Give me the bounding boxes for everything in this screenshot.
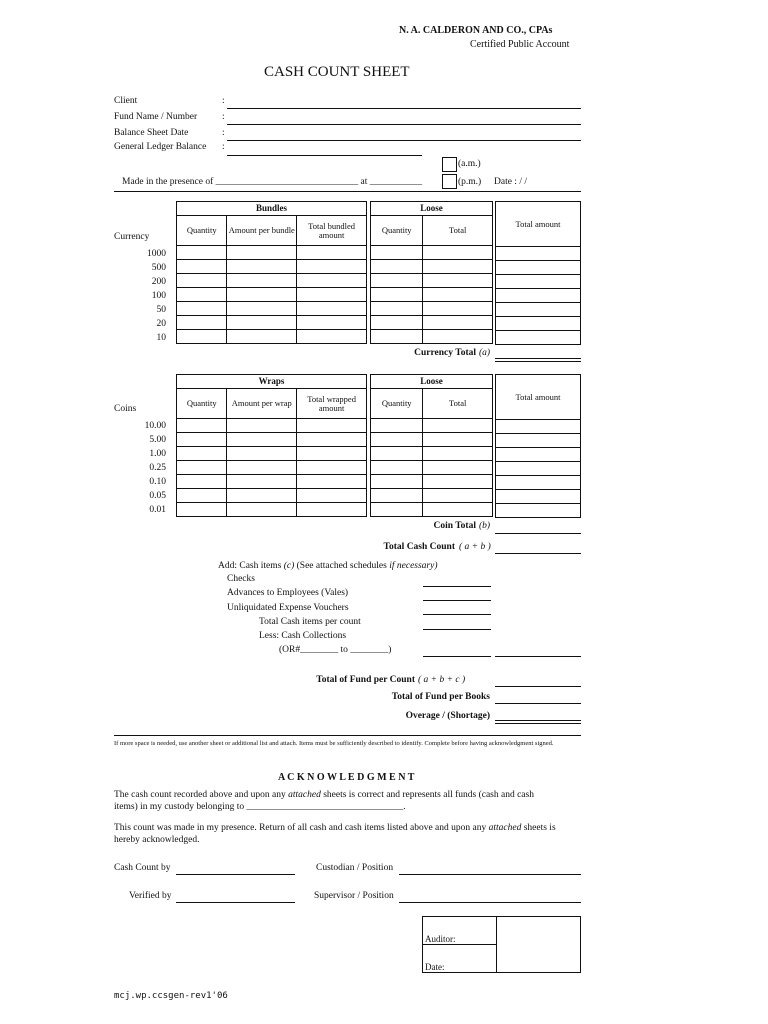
coin-total-cell[interactable] (496, 448, 581, 462)
denomination-label: 20 (156, 319, 166, 329)
auditor-box (422, 916, 581, 973)
currency-total-row (496, 247, 581, 261)
denomination-label: 5.00 (149, 435, 166, 445)
currency-bundle-cell[interactable] (177, 330, 227, 344)
denomination-label: 0.01 (149, 505, 166, 515)
coin-loose-group-header: Loose (371, 375, 493, 389)
firm-subtitle: Certified Public Account (470, 39, 570, 50)
fund-per-books-field[interactable] (495, 703, 581, 704)
col-loose-total: Total (423, 216, 493, 246)
col-total-wrapped: Total wrapped amount (297, 389, 367, 419)
denomination-label: 200 (151, 277, 166, 287)
currency-total-label: Currency Total (414, 348, 476, 358)
coin-wrap-cell[interactable] (177, 419, 227, 433)
coin-wrap-cell[interactable] (297, 475, 367, 489)
coin-wrap-row (177, 475, 367, 489)
verified-by-field[interactable] (176, 902, 295, 903)
currency-total-cell[interactable] (496, 331, 581, 345)
custodian-label: Custodian / Position (316, 863, 394, 873)
currency-loose-cell[interactable] (423, 274, 493, 288)
total-cash-items-label: Total Cash items per count (259, 617, 361, 627)
coin-loose-cell[interactable] (423, 447, 493, 461)
coins-total-table (495, 374, 581, 518)
ack-heading: A C K N O W L E D G M E N T (278, 772, 415, 783)
currency-bundle-cell[interactable] (177, 288, 227, 302)
coin-total-row (496, 420, 581, 434)
currency-bundle-cell[interactable] (227, 302, 297, 316)
coins-side-label: Coins (114, 404, 137, 414)
cash-count-by-label: Cash Count by (114, 863, 171, 873)
coin-wrap-cell[interactable] (297, 503, 367, 517)
currency-total-ref: (a) (479, 348, 491, 358)
col-loose-quantity: Quantity (371, 216, 423, 246)
currency-total-table (495, 201, 581, 345)
ack-p1-italic: attached (288, 790, 321, 800)
currency-loose-cell[interactable] (371, 316, 423, 330)
currency-total-row (496, 317, 581, 331)
coin-wrap-cell[interactable] (297, 489, 367, 503)
currency-loose-cell[interactable] (371, 274, 423, 288)
footnote-divider (114, 735, 581, 736)
total-cash-count-field[interactable] (495, 553, 581, 554)
currency-bundle-cell[interactable] (297, 330, 367, 344)
coin-wrap-cell[interactable] (227, 433, 297, 447)
coin-total-cell[interactable] (496, 504, 581, 518)
bs-date-field[interactable] (227, 140, 581, 141)
less-collections-label: Less: Cash Collections (259, 631, 347, 641)
add-cash-ref: (c) (283, 561, 295, 571)
date-field[interactable]: Date : / / (494, 177, 527, 187)
pm-label: (p.m.) (458, 177, 482, 187)
bs-date-colon: : (222, 128, 225, 138)
currency-bundle-cell[interactable] (227, 288, 297, 302)
coin-loose-row (371, 503, 493, 517)
currency-bundle-cell[interactable] (297, 260, 367, 274)
coin-loose-cell[interactable] (423, 475, 493, 489)
overage-label: Overage / (Shortage) (405, 711, 490, 721)
fund-per-books-label: Total of Fund per Books (391, 692, 490, 702)
coin-loose-cell[interactable] (423, 461, 493, 475)
coin-wrap-row (177, 461, 367, 475)
add-cash-label: Add: Cash items (218, 561, 282, 571)
currency-bundle-cell[interactable] (177, 302, 227, 316)
add-cash-note-italic: if necessary) (389, 561, 438, 571)
cash-items-total-field[interactable] (495, 656, 581, 657)
client-field[interactable] (227, 108, 581, 109)
coin-total-row (496, 504, 581, 518)
currency-bundle-row (177, 330, 367, 344)
coin-wrap-cell[interactable] (177, 433, 227, 447)
coins-loose-table (370, 374, 493, 517)
verified-by-label: Verified by (129, 891, 172, 901)
coin-total-row (496, 448, 581, 462)
ack-paragraph-1-line-1 (114, 790, 534, 800)
coin-wrap-cell[interactable] (177, 503, 227, 517)
bs-date-label: Balance Sheet Date (114, 128, 189, 138)
currency-loose-cell[interactable] (423, 316, 493, 330)
client-label: Client (114, 96, 138, 106)
col-coin-quantity: Quantity (177, 389, 227, 419)
denomination-label: 500 (151, 263, 166, 273)
denomination-label: 1.00 (149, 449, 166, 459)
custodian-field[interactable] (399, 874, 581, 875)
currency-total-row (496, 289, 581, 303)
currency-bundles-table (176, 201, 367, 344)
add-cash-items (218, 561, 438, 571)
currency-bundle-row (177, 274, 367, 288)
currency-total-cell[interactable] (496, 317, 581, 331)
supervisor-field[interactable] (399, 902, 581, 903)
coin-total-field[interactable] (495, 533, 581, 534)
denomination-label: 10.00 (144, 421, 166, 431)
coin-loose-cell[interactable] (423, 489, 493, 503)
ack-p2-c: hereby acknowledged. (114, 835, 200, 845)
coin-loose-row (371, 461, 493, 475)
currency-loose-cell[interactable] (371, 302, 423, 316)
firm-name: N. A. CALDERON AND CO., CPAs (399, 25, 553, 36)
coin-loose-row (371, 489, 493, 503)
currency-bundle-cell[interactable] (227, 246, 297, 260)
currency-loose-cell[interactable] (423, 288, 493, 302)
col-coin-total-amount: Total amount (496, 375, 581, 420)
coin-wrap-row (177, 447, 367, 461)
divider (114, 191, 581, 192)
coin-wrap-cell[interactable] (227, 447, 297, 461)
currency-total-cell[interactable] (496, 247, 581, 261)
advances-field[interactable] (423, 600, 491, 601)
ack-p2-b: sheets is (523, 823, 556, 833)
currency-side-label: Currency (114, 232, 150, 242)
coin-total-ref: (b) (479, 521, 491, 531)
ack-paragraph-2-line-1 (114, 823, 556, 833)
coin-loose-cell[interactable] (371, 461, 423, 475)
coin-wrap-cell[interactable] (177, 489, 227, 503)
coin-wrap-cell[interactable] (297, 433, 367, 447)
coin-total-row (496, 490, 581, 504)
currency-total-row (496, 331, 581, 345)
currency-loose-row (371, 302, 493, 316)
coin-total-cell[interactable] (496, 462, 581, 476)
coin-total-row (496, 434, 581, 448)
currency-bundle-cell[interactable] (177, 246, 227, 260)
currency-loose-cell[interactable] (371, 246, 423, 260)
supervisor-label: Supervisor / Position (314, 891, 394, 901)
currency-total-cell[interactable] (496, 275, 581, 289)
page-title: CASH COUNT SHEET (264, 64, 410, 80)
currency-loose-cell[interactable] (423, 246, 493, 260)
add-cash-note: (See attached schedules (296, 561, 387, 571)
currency-loose-cell[interactable] (371, 260, 423, 274)
currency-loose-row (371, 246, 493, 260)
coin-loose-row (371, 447, 493, 461)
total-cash-items-field[interactable] (423, 629, 491, 630)
auditor-label: Auditor: (423, 917, 497, 945)
currency-total-row (496, 275, 581, 289)
coin-wrap-cell[interactable] (227, 461, 297, 475)
unliquidated-label: Unliquidated Expense Vouchers (227, 603, 349, 613)
coin-wrap-row (177, 503, 367, 517)
fund-per-count-ref: ( a + b + c ) (418, 675, 466, 685)
collections-field[interactable] (423, 656, 491, 657)
coin-loose-cell[interactable] (423, 433, 493, 447)
denomination-label: 10 (156, 333, 166, 343)
currency-bundle-cell[interactable] (297, 288, 367, 302)
coin-wrap-cell[interactable] (227, 419, 297, 433)
presence-line[interactable]: Made in the presence of ______________________________ at ___________ (122, 177, 422, 187)
currency-bundle-row (177, 260, 367, 274)
currency-total-cell[interactable] (496, 303, 581, 317)
coin-total-row (496, 462, 581, 476)
unliquidated-field[interactable] (423, 614, 491, 615)
col-coin-loose-total: Total (423, 389, 493, 419)
client-colon: : (222, 96, 225, 106)
gl-balance-field[interactable] (227, 155, 422, 156)
coin-wrap-row (177, 419, 367, 433)
ack-p1-c: items) in my custody belonging to _________________________________. (114, 802, 406, 812)
coin-total-cell[interactable] (496, 420, 581, 434)
fund-per-count-label: Total of Fund per Count (316, 675, 415, 685)
fund-label: Fund Name / Number (114, 112, 198, 122)
coin-total-cell[interactable] (496, 490, 581, 504)
coin-wrap-cell[interactable] (297, 419, 367, 433)
form-code: mcj.wp.ccsgen-rev1'06 (114, 991, 228, 1001)
currency-loose-row (371, 330, 493, 344)
coin-wrap-cell[interactable] (177, 475, 227, 489)
currency-bundle-cell[interactable] (227, 274, 297, 288)
currency-loose-cell[interactable] (371, 288, 423, 302)
coin-wrap-cell[interactable] (177, 447, 227, 461)
coin-loose-cell[interactable] (371, 419, 423, 433)
coin-wrap-cell[interactable] (297, 447, 367, 461)
coin-wrap-cell[interactable] (227, 503, 297, 517)
denomination-label: 0.25 (149, 463, 166, 473)
denomination-label: 1000 (147, 249, 166, 259)
fund-per-count-field[interactable] (495, 686, 581, 687)
currency-loose-cell[interactable] (371, 330, 423, 344)
coin-loose-row (371, 433, 493, 447)
coin-loose-row (371, 419, 493, 433)
currency-loose-cell[interactable] (423, 260, 493, 274)
currency-total-row (496, 303, 581, 317)
advances-label: Advances to Employees (Vales) (227, 588, 349, 598)
col-total-bundled: Total bundled amount (297, 216, 367, 246)
coin-loose-row (371, 475, 493, 489)
ack-p2-italic: attached (488, 823, 522, 833)
overage-field[interactable] (495, 720, 581, 724)
coin-loose-cell[interactable] (371, 475, 423, 489)
orm-range[interactable]: (OR#________ to ________) (279, 645, 392, 655)
denomination-label: 0.10 (149, 477, 166, 487)
currency-bundle-cell[interactable] (227, 260, 297, 274)
col-amount-per-bundle: Amount per bundle (227, 216, 297, 246)
ack-p1-a: The cash count recorded above and upon any (114, 790, 286, 800)
coin-wrap-row (177, 489, 367, 503)
coin-loose-cell[interactable] (371, 433, 423, 447)
currency-total-cell[interactable] (496, 289, 581, 303)
coin-wrap-cell[interactable] (297, 461, 367, 475)
col-quantity: Quantity (177, 216, 227, 246)
coin-total-row (496, 476, 581, 490)
ack-p2-a: This count was made in my presence. Return of all cash and cash items listed above and upon any (114, 823, 487, 833)
total-cash-count-label: Total Cash Count (383, 542, 455, 552)
currency-loose-cell[interactable] (423, 330, 493, 344)
coin-loose-cell[interactable] (423, 419, 493, 433)
footnote: If more space is needed, use another sheet or additional list and attach. Items must be sufficiently described to identify. Complete before having acknowledgment signed. (114, 740, 554, 747)
bundles-group-header: Bundles (177, 202, 367, 216)
currency-bundle-row (177, 316, 367, 330)
currency-total-cell[interactable] (496, 261, 581, 275)
total-cash-count-ref: ( a + b ) (459, 542, 491, 552)
currency-bundle-cell[interactable] (177, 260, 227, 274)
ack-p1-b: sheets is correct and represents all funds (cash and cash (323, 790, 534, 800)
denomination-label: 50 (156, 305, 166, 315)
currency-total-row (496, 261, 581, 275)
currency-loose-cell[interactable] (423, 302, 493, 316)
col-total-amount: Total amount (496, 202, 581, 247)
coin-wrap-cell[interactable] (227, 489, 297, 503)
auditor-date-label: Date: (423, 945, 497, 973)
currency-bundle-cell[interactable] (297, 302, 367, 316)
currency-bundle-row (177, 302, 367, 316)
cash-count-by-field[interactable] (176, 874, 295, 875)
col-coin-loose-quantity: Quantity (371, 389, 423, 419)
coin-total-cell[interactable] (496, 434, 581, 448)
coins-wraps-table (176, 374, 367, 517)
currency-bundle-cell[interactable] (297, 316, 367, 330)
currency-bundle-cell[interactable] (177, 274, 227, 288)
gl-balance-colon: : (222, 142, 225, 152)
currency-bundle-cell[interactable] (227, 330, 297, 344)
pm-checkbox[interactable] (442, 174, 457, 189)
currency-loose-row (371, 316, 493, 330)
coin-wrap-row (177, 433, 367, 447)
currency-bundle-cell[interactable] (177, 316, 227, 330)
coin-loose-cell[interactable] (371, 447, 423, 461)
currency-total-field[interactable] (495, 358, 581, 362)
denomination-label: 100 (151, 291, 166, 301)
coin-total-label: Coin Total (433, 521, 476, 531)
checks-label: Checks (227, 574, 255, 584)
coin-total-cell[interactable] (496, 476, 581, 490)
currency-loose-table (370, 201, 493, 344)
currency-bundle-row (177, 246, 367, 260)
currency-loose-row (371, 288, 493, 302)
am-label: (a.m.) (458, 159, 481, 169)
coin-wrap-cell[interactable] (227, 475, 297, 489)
coin-loose-cell[interactable] (423, 503, 493, 517)
col-amount-per-wrap: Amount per wrap (227, 389, 297, 419)
coin-wrap-cell[interactable] (177, 461, 227, 475)
checks-field[interactable] (423, 586, 491, 587)
currency-bundle-cell[interactable] (227, 316, 297, 330)
fund-field[interactable] (227, 124, 581, 125)
loose-group-header: Loose (371, 202, 493, 216)
currency-bundle-row (177, 288, 367, 302)
currency-loose-row (371, 274, 493, 288)
denomination-label: 0.05 (149, 491, 166, 501)
am-checkbox[interactable] (442, 157, 457, 172)
currency-bundle-cell[interactable] (297, 274, 367, 288)
currency-loose-row (371, 260, 493, 274)
currency-bundle-cell[interactable] (297, 246, 367, 260)
auditor-signature-area[interactable] (497, 917, 581, 973)
fund-colon: : (222, 112, 225, 122)
coin-loose-cell[interactable] (371, 503, 423, 517)
wraps-group-header: Wraps (177, 375, 367, 389)
coin-loose-cell[interactable] (371, 489, 423, 503)
gl-balance-label: General Ledger Balance (114, 142, 207, 152)
